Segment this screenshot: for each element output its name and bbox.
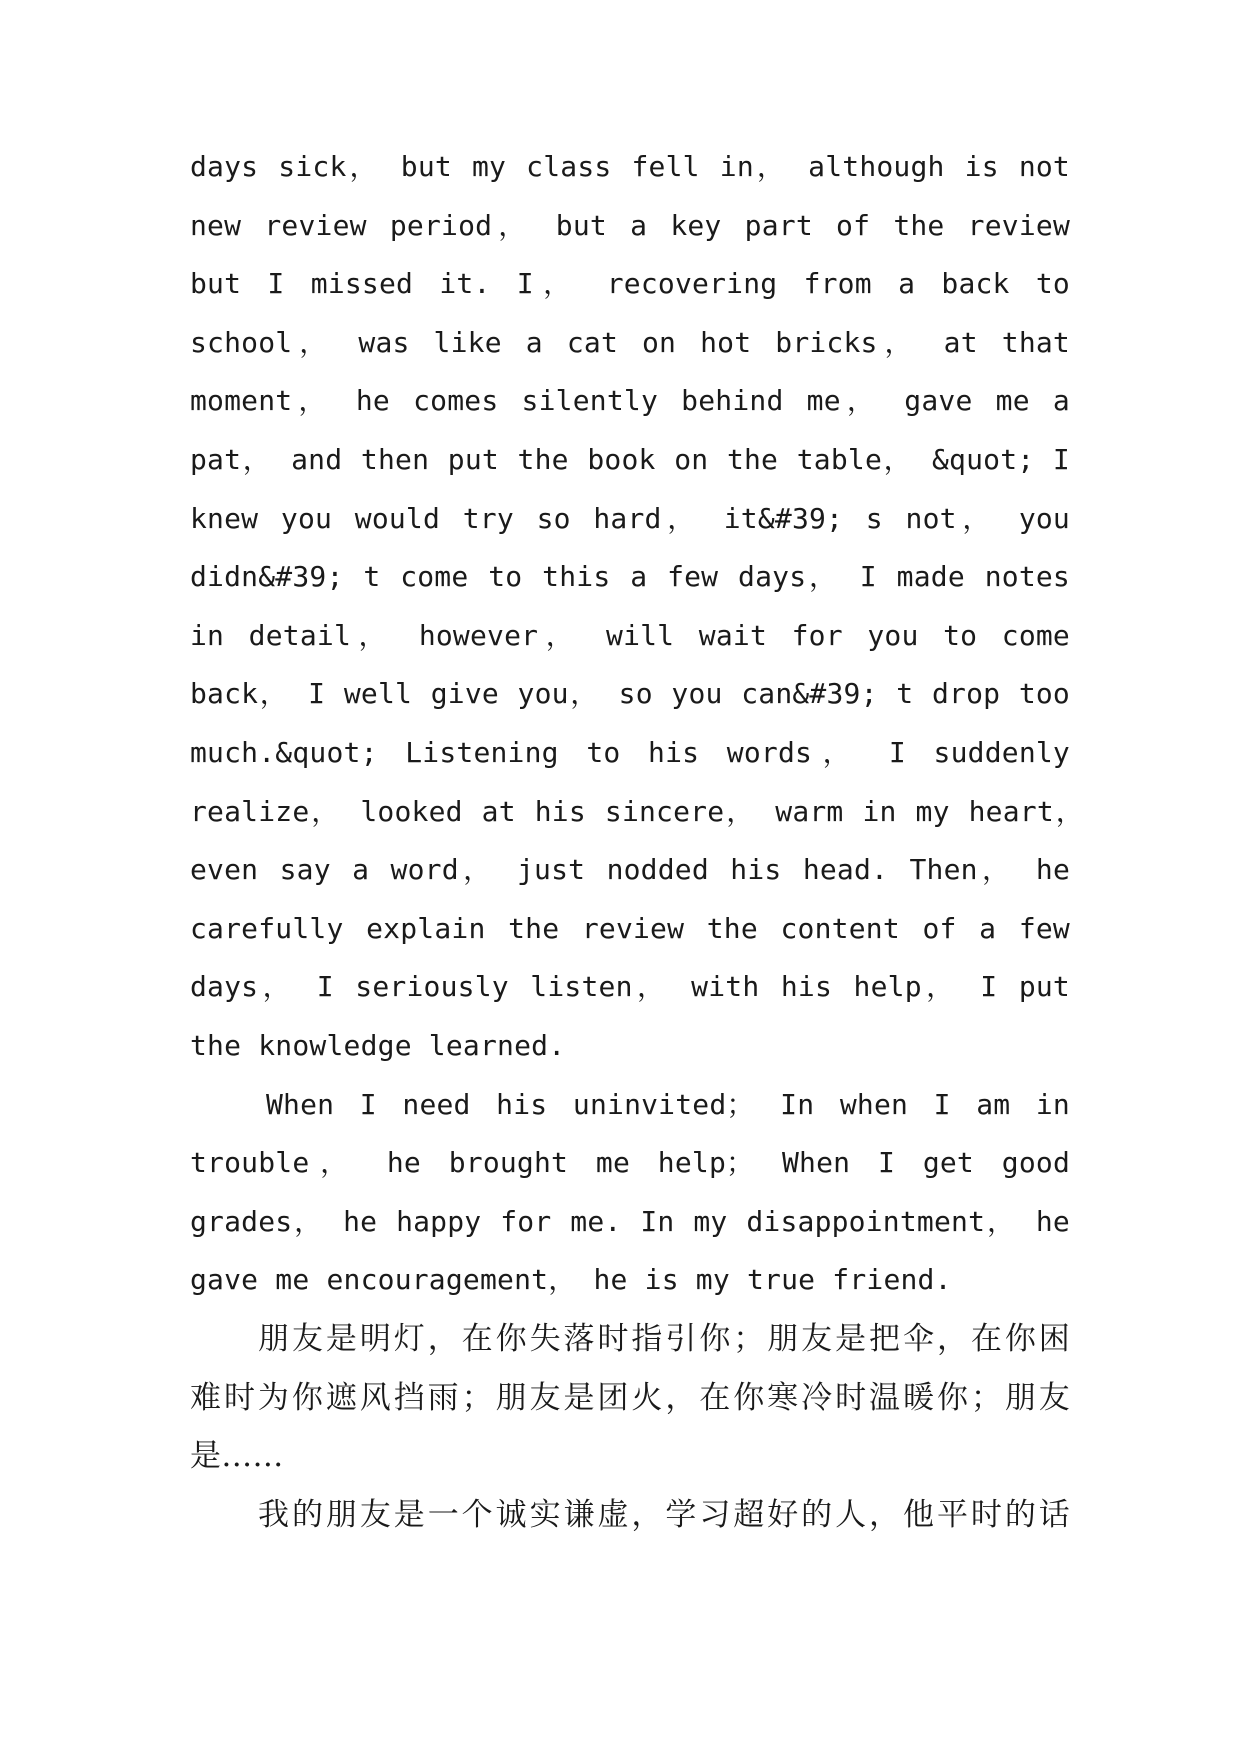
body-paragraph-2 <box>190 1076 1070 1310</box>
text-line: but I missed it. I， recovering from a back to <box>190 267 1070 301</box>
text-line: days sick， but my class fell in， although is not <box>190 150 1070 183</box>
text-line: back， I well give you， so you can&#39; t drop too <box>190 677 1070 711</box>
text-line: pat， and then put the book on the table， &quot; I <box>190 442 1070 476</box>
text-line: days， I seriously listen， with his help， I put <box>190 970 1070 1004</box>
text-line: gave me encouragement， he is my true friend. <box>190 1263 952 1297</box>
text-line: grades， he happy for me. In my disappointment， he <box>190 1204 1070 1238</box>
text-line: 是…… <box>190 1438 284 1475</box>
text-line: moment， he comes silently behind me， gave me a <box>190 384 1070 418</box>
body-paragraph-1 <box>190 138 1084 1076</box>
text-line: in detail， however， will wait for you to come <box>190 618 1070 652</box>
text-line: school， was like a cat on hot bricks， at that <box>190 325 1070 359</box>
text-line: carefully explain the review the content of a few <box>190 911 1070 945</box>
text-line: knew you would try so hard， it&#39; s not， you <box>190 501 1070 535</box>
text-line: much.&quot; Listening to his words， I suddenly <box>190 735 1070 769</box>
text-line: 朋友是明灯，在你失落时指引你；朋友是把伞，在你困 <box>258 1321 1070 1357</box>
text-line: When I need his uninvited； In when I am in <box>266 1087 1070 1121</box>
text-line: 难时为你遮风挡雨；朋友是团火，在你寒冷时温暖你；朋友 <box>190 1379 1070 1416</box>
body-paragraph-3 <box>190 1310 1070 1486</box>
text-line: the knowledge learned. <box>190 1028 566 1062</box>
text-line: even say a word， just nodded his head. Then， he <box>190 853 1070 887</box>
body-paragraph-4 <box>190 1486 1070 1545</box>
text-line: trouble， he brought me help； When I get good <box>190 1146 1070 1180</box>
text-line: new review period， but a key part of the review <box>190 208 1070 242</box>
text-line: 我的朋友是一个诚实谦虚，学习超好的人，他平时的话 <box>258 1497 1070 1533</box>
text-line: realize， looked at his sincere， warm in my heart， <box>190 794 1084 828</box>
text-line: didn&#39; t come to this a few days， I made notes <box>190 560 1070 594</box>
